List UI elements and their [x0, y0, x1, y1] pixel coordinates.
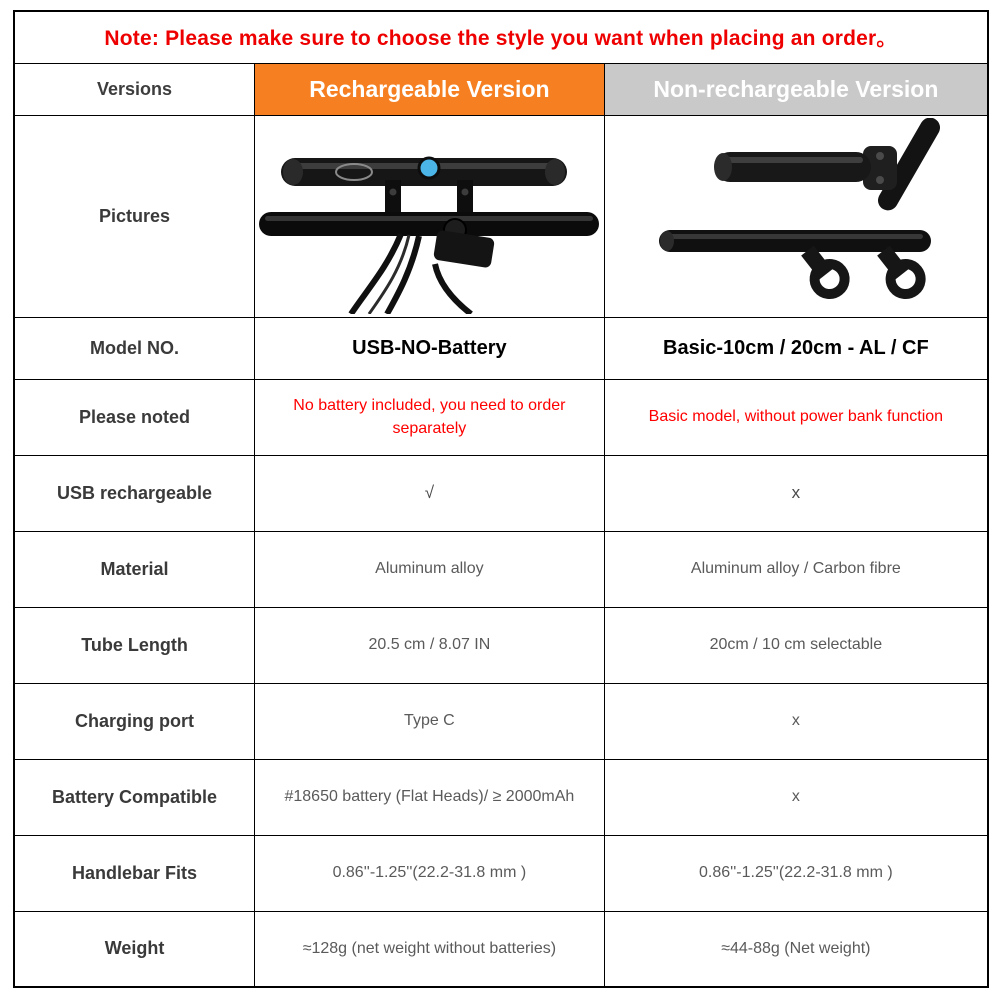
- note-row: [14, 11, 988, 63]
- handlebar-fits-rechargeable: 0.86''-1.25''(22.2-31.8 mm ): [255, 835, 605, 911]
- row-material: [14, 531, 988, 607]
- note-text: Note: Please make sure to choose the style you want when placing an order。: [14, 11, 988, 63]
- usb-rechargeable-cross: x: [604, 455, 988, 531]
- row-label-tube-length: Tube Length: [14, 607, 255, 683]
- row-label-weight: Weight: [14, 911, 255, 987]
- model-no-rechargeable: USB-NO-Battery: [255, 317, 605, 379]
- battery-compatible-non-rechargeable: x: [604, 759, 988, 835]
- product-comparison-sheet: [13, 10, 989, 988]
- handlebar-extender-mounted-illustration: [259, 118, 599, 314]
- weight-rechargeable: ≈128g (net weight without batteries): [255, 911, 605, 987]
- picture-cell-non-rechargeable: [604, 115, 988, 317]
- row-model-no: [14, 317, 988, 379]
- row-label-model-no: Model NO.: [14, 317, 255, 379]
- row-label-pictures: Pictures: [14, 115, 255, 317]
- row-please-noted: [14, 379, 988, 455]
- handlebar-fits-non-rechargeable: 0.86''-1.25''(22.2-31.8 mm ): [604, 835, 988, 911]
- row-label-please-noted: Please noted: [14, 379, 255, 455]
- please-noted-rechargeable: No battery included, you need to order separately: [255, 379, 605, 455]
- handlebar-extender-product-illustration: [611, 118, 981, 314]
- header-non-rechargeable-version: Non-rechargeable Version: [604, 63, 988, 115]
- weight-non-rechargeable: ≈44-88g (Net weight): [604, 911, 988, 987]
- row-label-usb-rechargeable: USB rechargeable: [14, 455, 255, 531]
- header-row: [14, 63, 988, 115]
- comparison-table: [13, 10, 989, 988]
- row-handlebar-fits: [14, 835, 988, 911]
- row-label-material: Material: [14, 531, 255, 607]
- row-label-battery-compatible: Battery Compatible: [14, 759, 255, 835]
- picture-cell-rechargeable: [255, 115, 605, 317]
- header-rechargeable-version: Rechargeable Version: [255, 63, 605, 115]
- row-label-handlebar-fits: Handlebar Fits: [14, 835, 255, 911]
- row-weight: [14, 911, 988, 987]
- header-versions: Versions: [14, 63, 255, 115]
- charging-port-rechargeable: Type C: [255, 683, 605, 759]
- usb-rechargeable-check: √: [255, 455, 605, 531]
- row-label-charging-port: Charging port: [14, 683, 255, 759]
- tube-length-rechargeable: 20.5 cm / 8.07 IN: [255, 607, 605, 683]
- battery-compatible-rechargeable: #18650 battery (Flat Heads)/ ≥ 2000mAh: [255, 759, 605, 835]
- pictures-row: [14, 115, 988, 317]
- row-charging-port: [14, 683, 988, 759]
- non-rechargeable-product-image: [605, 116, 987, 317]
- rechargeable-product-image: [255, 116, 604, 317]
- model-no-non-rechargeable: Basic-10cm / 20cm - AL / CF: [604, 317, 988, 379]
- row-usb-rechargeable: [14, 455, 988, 531]
- tube-length-non-rechargeable: 20cm / 10 cm selectable: [604, 607, 988, 683]
- material-rechargeable: Aluminum alloy: [255, 531, 605, 607]
- please-noted-non-rechargeable: Basic model, without power bank function: [604, 379, 988, 455]
- material-non-rechargeable: Aluminum alloy / Carbon fibre: [604, 531, 988, 607]
- charging-port-non-rechargeable: x: [604, 683, 988, 759]
- row-tube-length: [14, 607, 988, 683]
- row-battery-compatible: [14, 759, 988, 835]
